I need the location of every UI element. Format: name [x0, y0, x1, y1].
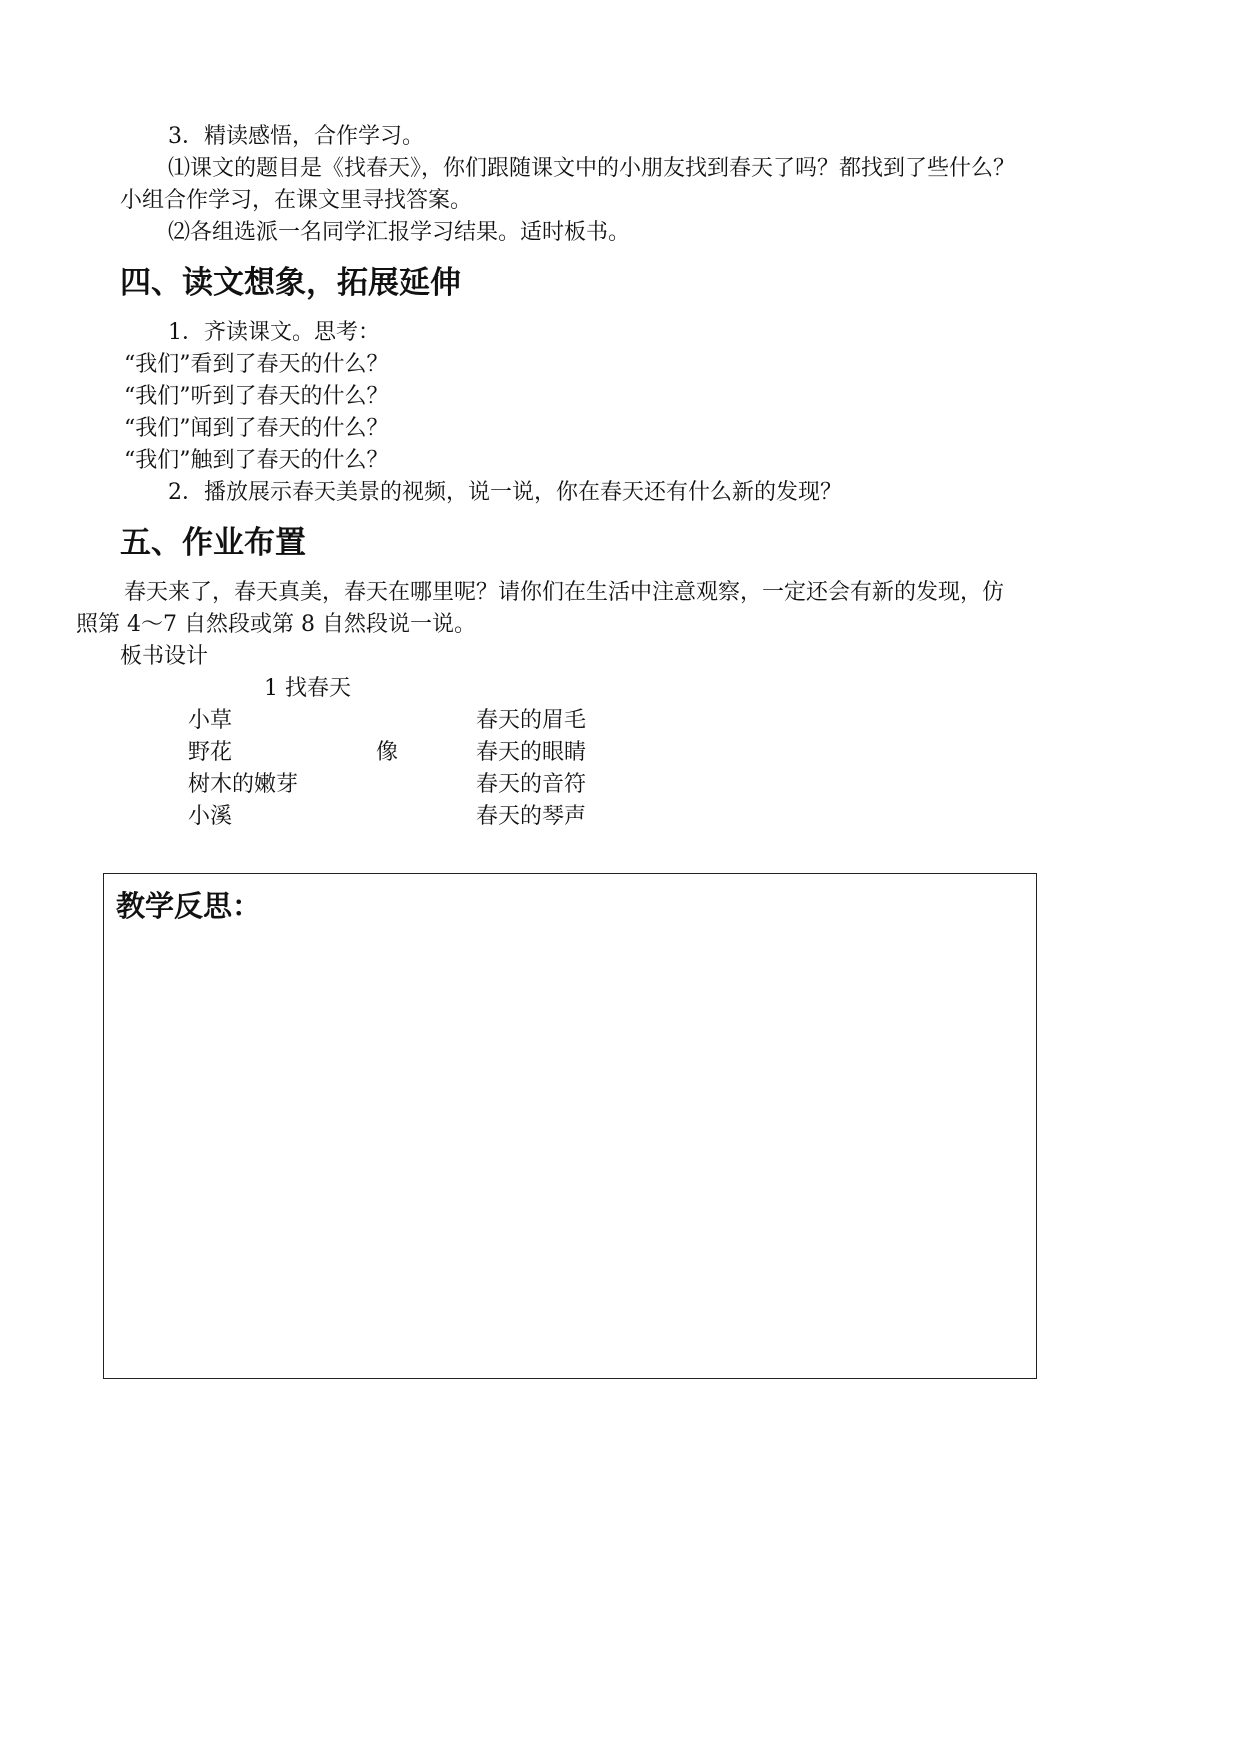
step-1-read: 1．齐读课文。思考： [168, 320, 380, 345]
question-touch: “我们”触到了春天的什么？ [124, 448, 389, 473]
board-left-item: 小溪 [188, 804, 233, 829]
section-5-heading: 五、作业布置 [120, 525, 306, 561]
question-see: “我们”看到了春天的什么？ [124, 352, 389, 377]
reflection-title: 教学反思： [116, 889, 262, 923]
question-1-line-2: 小组合作学习，在课文里寻找答案。 [120, 188, 473, 213]
question-2: ⑵各组选派一名同学汇报学习结果。适时板书。 [168, 220, 631, 245]
step-3-title: 3．精读感悟，合作学习。 [168, 124, 424, 149]
step-2-video: 2．播放展示春天美景的视频，说一说，你在春天还有什么新的发现？ [168, 480, 842, 505]
homework-line-1: 春天来了，春天真美，春天在哪里呢？请你们在生活中注意观察，一定还会有新的发现，仿 [124, 580, 1005, 605]
board-left-item: 野花 [188, 740, 233, 765]
reflection-box [103, 873, 1037, 1379]
question-hear: “我们”听到了春天的什么？ [124, 384, 389, 409]
section-4-heading: 四、读文想象，拓展延伸 [120, 265, 461, 301]
board-right-item: 春天的音符 [476, 772, 587, 797]
question-smell: “我们”闻到了春天的什么？ [124, 416, 389, 441]
homework-line-2: 照第 4～7 自然段或第 8 自然段说一说。 [76, 612, 476, 637]
board-right-item: 春天的眉毛 [476, 708, 587, 733]
board-right-item: 春天的眼睛 [476, 740, 587, 765]
board-right-item: 春天的琴声 [476, 804, 587, 829]
board-title: 1 找春天 [264, 676, 351, 701]
question-1-line-1: ⑴课文的题目是《找春天》，你们跟随课文中的小朋友找到春天了吗？都找到了些什么？ [168, 156, 1016, 181]
board-left-item: 树木的嫩芽 [188, 772, 299, 797]
board-left-item: 小草 [188, 708, 233, 733]
board-middle-word: 像 [376, 740, 399, 765]
board-label: 板书设计 [120, 644, 209, 669]
